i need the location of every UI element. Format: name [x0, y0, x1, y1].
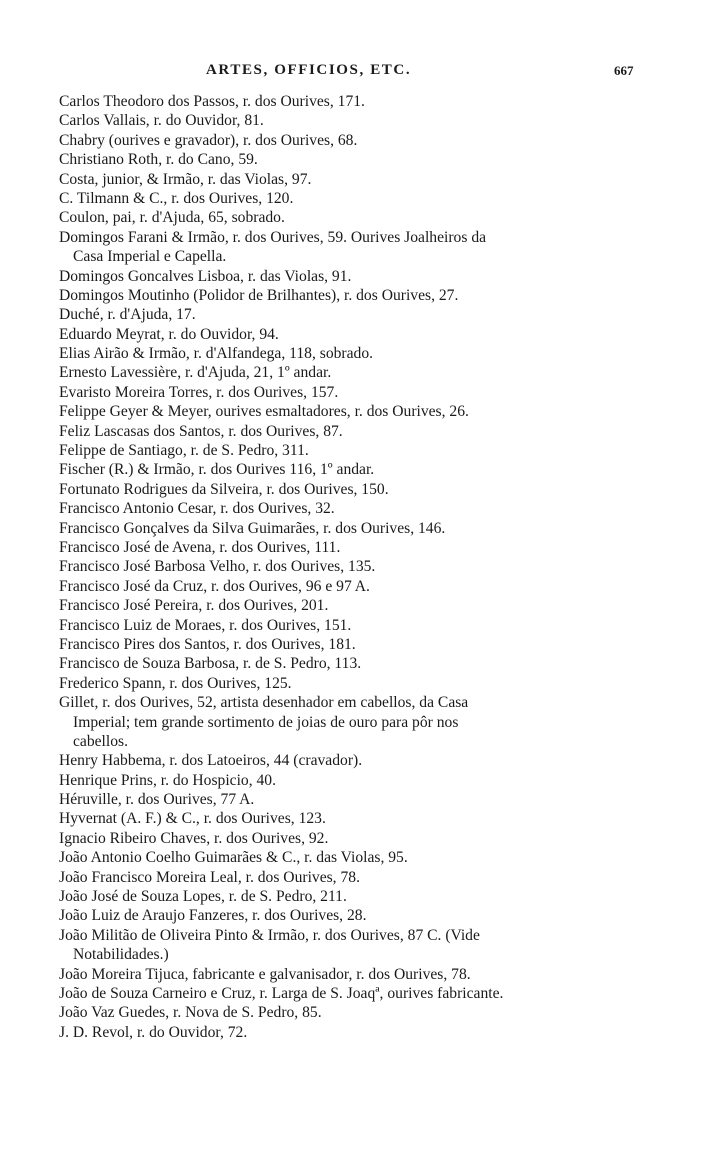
entry-line: Coulon, pai, r. d'Ajuda, 65, sobrado. [59, 209, 285, 227]
directory-entry [59, 829, 679, 848]
directory-entry [59, 868, 679, 887]
directory-entry [59, 596, 679, 615]
entry-line: Fortunato Rodrigues da Silveira, r. dos Ourives, 150. [59, 480, 389, 498]
directory-entry [59, 460, 679, 479]
entry-line: Henry Habbema, r. dos Latoeiros, 44 (cravador). [59, 752, 363, 770]
entry-line: Francisco Antonio Cesar, r. dos Ourives, 32. [59, 500, 335, 518]
directory-entry [59, 208, 679, 227]
entry-line: Felippe Geyer & Meyer, ourives esmaltadores, r. dos Ourives, 26. [59, 403, 469, 421]
entry-line: Chabry (ourives e gravador), r. dos Ourives, 68. [59, 131, 358, 149]
entry-continuation-line: Casa Imperial e Capella. [73, 248, 227, 266]
section-title: ARTES, OFFICIOS, ETC. [206, 62, 412, 78]
entry-line: João José de Souza Lopes, r. de S. Pedro, 211. [59, 888, 347, 906]
directory-entry [59, 267, 679, 286]
directory-entry [59, 111, 679, 130]
directory-entry [59, 984, 679, 1003]
entry-line: João Moreira Tijuca, fabricante e galvanisador, r. dos Ourives, 78. [59, 965, 471, 983]
entry-line: Domingos Goncalves Lisboa, r. das Violas, 91. [59, 267, 352, 285]
entry-line: Felippe de Santiago, r. de S. Pedro, 311. [59, 442, 309, 460]
entry-line: João Francisco Moreira Leal, r. dos Ourives, 78. [59, 868, 360, 886]
directory-entry [59, 771, 679, 790]
directory-entry [59, 499, 679, 518]
directory-entry [59, 751, 679, 770]
directory-entry [59, 654, 679, 673]
directory-entry [59, 363, 679, 382]
directory-entry [59, 422, 679, 441]
directory-entry [59, 1003, 679, 1022]
entry-line: C. Tilmann & C., r. dos Ourives, 120. [59, 189, 294, 207]
entry-line: Carlos Vallais, r. do Ouvidor, 81. [59, 112, 264, 130]
entry-line: Christiano Roth, r. do Cano, 59. [59, 151, 258, 169]
entry-line: João Luiz de Araujo Fanzeres, r. dos Ourives, 28. [59, 907, 367, 925]
entry-line: Francisco José Pereira, r. dos Ourives, 201. [59, 597, 329, 615]
entry-line: Feliz Lascasas dos Santos, r. dos Ourives, 87. [59, 422, 343, 440]
directory-entry [59, 848, 679, 867]
running-header [0, 62, 714, 84]
entry-line: Duché, r. d'Ajuda, 17. [59, 306, 196, 324]
entry-line: Carlos Theodoro dos Passos, r. dos Ourives, 171. [59, 93, 365, 110]
entry-line: Domingos Moutinho (Polidor de Brilhantes), r. dos Ourives, 27. [59, 286, 459, 304]
entry-line: Ignacio Ribeiro Chaves, r. dos Ourives, 92. [59, 829, 329, 847]
directory-entry [59, 693, 679, 751]
entry-line: Francisco José de Avena, r. dos Ourives, 111. [59, 538, 341, 556]
entry-line: Evaristo Moreira Torres, r. dos Ourives, 157. [59, 383, 339, 401]
entry-line: Hyvernat (A. F.) & C., r. dos Ourives, 123. [59, 810, 326, 828]
page-number: 667 [614, 63, 634, 78]
entry-line: Francisco José Barbosa Velho, r. dos Ourives, 135. [59, 558, 376, 576]
directory-entry [59, 557, 679, 576]
directory-entry [59, 538, 679, 557]
entry-line: Elias Airão & Irmão, r. d'Alfandega, 118, sobrado. [59, 345, 374, 363]
directory-entry [59, 519, 679, 538]
directory-entry [59, 635, 679, 654]
directory-entry [59, 228, 679, 267]
directory-entry [59, 577, 679, 596]
directory-entry [59, 383, 679, 402]
directory-entry [59, 305, 679, 324]
directory-entry [59, 1023, 679, 1042]
directory-entry [59, 92, 679, 111]
directory-entry [59, 170, 679, 189]
directory-entry [59, 402, 679, 421]
entry-continuation-line: Notabilidades.) [73, 946, 169, 964]
directory-entry [59, 150, 679, 169]
entry-line: Ernesto Lavessière, r. d'Ajuda, 21, 1º andar. [59, 364, 332, 382]
directory-entry [59, 286, 679, 305]
entry-line: Francisco Gonçalves da Silva Guimarães, r. dos Ourives, 146. [59, 519, 446, 537]
directory-entry [59, 906, 679, 925]
entry-line: J. D. Revol, r. do Ouvidor, 72. [59, 1023, 248, 1041]
entry-line: Fischer (R.) & Irmão, r. dos Ourives 116, 1º andar. [59, 461, 375, 479]
entry-line: Gillet, r. dos Ourives, 52, artista desenhador em cabellos, da Casa [59, 694, 469, 712]
directory-entry [59, 480, 679, 499]
directory-entry [59, 965, 679, 984]
directory-entry [59, 926, 679, 965]
entry-line: Frederico Spann, r. dos Ourives, 125. [59, 674, 292, 692]
entry-line: Francisco Pires dos Santos, r. dos Ourives, 181. [59, 635, 356, 653]
directory-entry [59, 325, 679, 344]
directory-entry [59, 674, 679, 693]
directory-entry [59, 790, 679, 809]
entry-line: João Antonio Coelho Guimarães & C., r. das Violas, 95. [59, 849, 408, 867]
directory-entry [59, 131, 679, 150]
entry-continuation-line: cabellos. [73, 732, 128, 750]
entry-line: João de Souza Carneiro e Cruz, r. Larga de S. Joaqª, ourives fabricante. [59, 984, 504, 1002]
entry-line: Eduardo Meyrat, r. do Ouvidor, 94. [59, 325, 279, 343]
entry-line: Henrique Prins, r. do Hospicio, 40. [59, 771, 276, 789]
entry-line: Francisco José da Cruz, r. dos Ourives, 96 e 97 A. [59, 577, 370, 595]
directory-entry [59, 887, 679, 906]
directory-entry [59, 189, 679, 208]
entry-line: Francisco de Souza Barbosa, r. de S. Pedro, 113. [59, 655, 362, 673]
entry-line: Costa, junior, & Irmão, r. das Violas, 97. [59, 170, 312, 188]
directory-entry [59, 616, 679, 635]
entry-line: Héruville, r. dos Ourives, 77 A. [59, 791, 255, 809]
directory-entry [59, 441, 679, 460]
directory-list [59, 92, 679, 1042]
directory-entry [59, 809, 679, 828]
entry-continuation-line: Imperial; tem grande sortimento de joias de ouro para pôr nos [73, 713, 459, 731]
entry-line: Francisco Luiz de Moraes, r. dos Ourives, 151. [59, 616, 352, 634]
entry-line: Domingos Farani & Irmão, r. dos Ourives, 59. Ourives Joalheiros da [59, 228, 487, 246]
directory-entry [59, 344, 679, 363]
entry-line: João Vaz Guedes, r. Nova de S. Pedro, 85. [59, 1004, 322, 1022]
entry-line: João Militão de Oliveira Pinto & Irmão, r. dos Ourives, 87 C. (Vide [59, 926, 480, 944]
